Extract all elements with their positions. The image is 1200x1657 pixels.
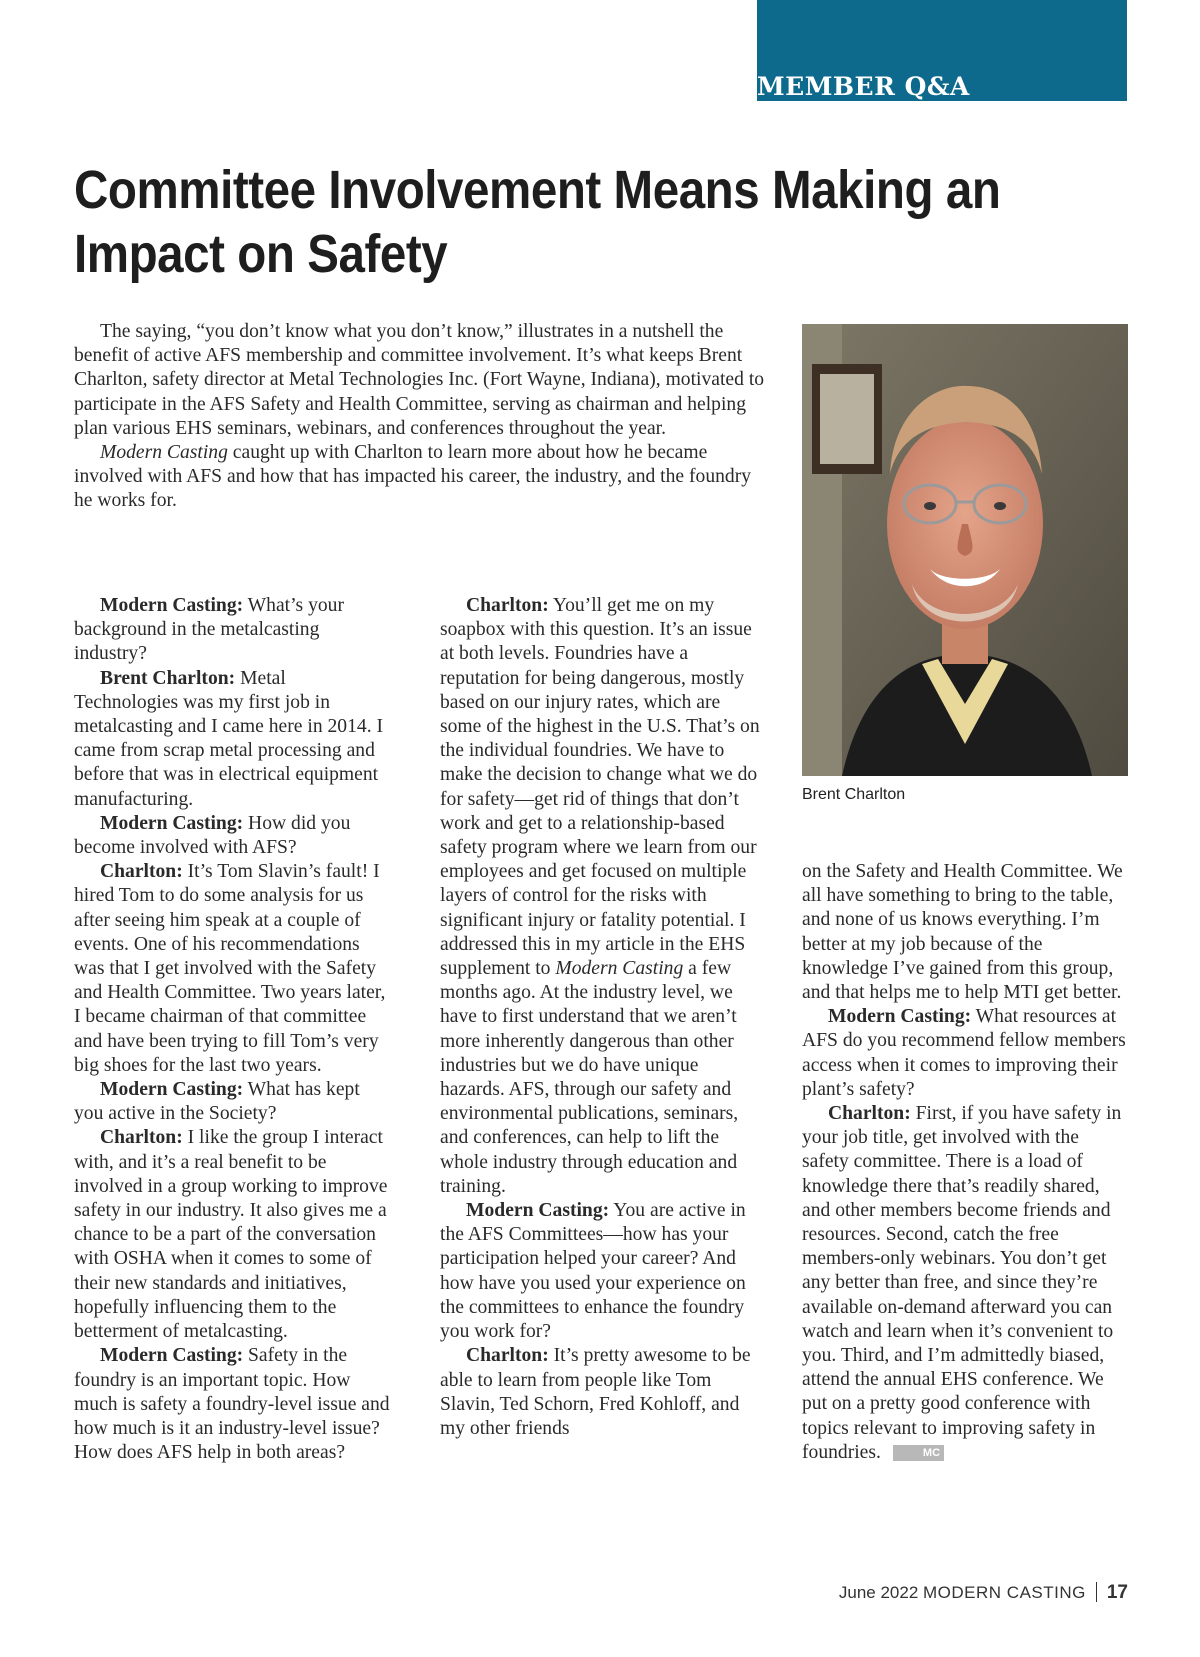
qa-paragraph: [74, 860, 394, 1078]
article-intro: [74, 320, 774, 514]
qa-paragraph: [74, 1126, 394, 1344]
speaker-label: Modern Casting:: [100, 1079, 244, 1101]
qa-text: What has kept you active in the Society?: [74, 1079, 360, 1125]
intro-paragraph: [74, 441, 774, 514]
publication-name: Modern Casting: [100, 442, 228, 464]
qa-paragraph: [74, 594, 394, 667]
speaker-label: Modern Casting:: [100, 1345, 244, 1367]
intro-paragraph: The saying, “you don’t know what you don’t know,” illustrates in a nutshell the benefit of active AFS membership and committee involvement. It’s what keeps Brent Charlton, safety director at Metal Technologies Inc. (Fort Wayne, Indiana), motivated to participate in the AFS Safety and Health Committee, serving as chairman and helping plan various EHS seminars, webinars, and conferences throughout the year.: [74, 321, 765, 439]
qa-paragraph: [440, 594, 760, 1199]
qa-text: How did you become involved with AFS?: [74, 812, 351, 859]
speaker-label: Charlton:: [828, 1103, 911, 1125]
qa-paragraph: [802, 1005, 1128, 1102]
qa-text: a few months ago. At the industry level, we have to first understand that we aren’t more inherently dangerous than other industries but we do have unique hazards. AFS, through our safety and environmental publications, seminars, and conferences, can help to lift the whole industry through education and training.: [440, 958, 739, 1197]
magazine-name: MODERN CASTING: [923, 1583, 1086, 1602]
qa-text: What resources at AFS do you recommend fellow members access when it comes to improving their plant’s safety?: [802, 1006, 1126, 1100]
qa-text: It’s Tom Slavin’s fault! I hired Tom to do some analysis for us after seeing him speak at a couple of events. One of his recommendations was that I get involved with the Safety and Health Committee. Two years later, I became chairman of that committee and have been trying to fill Tom’s very big shoes for the last two years.: [74, 861, 386, 1076]
qa-paragraph: on the Safety and Health Committee. We all have something to bring to the table, and none of us knows everything. I’m better at my job because of the knowledge I’ve gained from this group, and that helps me to help MTI get better.: [802, 861, 1123, 1004]
qa-text: First, if you have safety in your job title, get involved with the safety committee. There is a load of knowledge there that’s readily shared, and other members become friends and resources. Second, catch the free members-only webinars. You don’t get any better than free, and since they’re available on-demand afterward you can watch and learn when it’s convenient to you. Third, and I’m admittedly biased, attend the annual EHS conference. We put on a pretty good conference with topics relevant to improving safety in foundries.: [802, 1103, 1122, 1463]
issue-date: June 2022: [838, 1583, 919, 1602]
end-mark-icon: MC: [893, 1445, 944, 1461]
qa-paragraph: [802, 1102, 1128, 1465]
qa-text: You are active in the AFS Committees—how has your participation helped your career? And how have you used your experience on the committees to enhance the foundry you work for?: [440, 1200, 746, 1343]
qa-text: Safety in the foundry is an important topic. How much is safety a foundry-level issue and how much is it an industry-level issue? How does AFS help in both areas?: [74, 1345, 390, 1464]
qa-text: Metal Technologies was my first job in metalcasting and I came here in 2014. I came from scrap metal processing and before that was in electrical equipment manufacturing.: [74, 667, 384, 810]
section-label: MEMBER Q&A: [757, 72, 970, 101]
portrait-photo: [802, 324, 1128, 776]
photo-caption: Brent Charlton: [802, 786, 906, 803]
speaker-label: Charlton:: [100, 1127, 183, 1149]
footer-divider: [1096, 1582, 1097, 1602]
qa-paragraph: [74, 667, 394, 812]
speaker-label: Charlton:: [466, 1345, 549, 1367]
column-3: [802, 860, 1128, 1465]
speaker-label: Modern Casting:: [828, 1006, 972, 1028]
qa-text: You’ll get me on my soapbox with this question. It’s an issue at both levels. Foundries have a reputation for being dangerous, mostly based on our injury rates, which are some of the highest in the U.S. That’s on the individual foundries. We have to make the decision to change what we do for safety—get rid of things that don’t work and get to a relationship-based safety program where we learn from our employees and get focused on multiple layers of control for the risks with significant injury or fatality potential. I addressed this in my article in the EHS supplement to: [440, 595, 760, 980]
qa-text: What’s your background in the metalcasting industry?: [74, 595, 344, 665]
speaker-label: Modern Casting:: [100, 595, 244, 616]
qa-paragraph: [74, 812, 394, 860]
qa-paragraph: [440, 1199, 760, 1344]
article-headline: Committee Involvement Means Making an Impact on Safety: [74, 160, 1001, 284]
speaker-label: Modern Casting:: [466, 1200, 610, 1222]
column-1: [74, 594, 394, 1465]
qa-paragraph: [74, 1344, 394, 1465]
qa-text: It’s pretty awesome to be able to learn from people like Tom Slavin, Ted Schorn, Fred Kohloff, and my other friends: [440, 1345, 751, 1439]
column-2: [440, 594, 760, 1441]
intro-text: caught up with Charlton to learn more about how he became involved with AFS and how that has impacted his career, the industry, and the foundry he works for.: [74, 442, 752, 512]
speaker-label: Modern Casting:: [100, 812, 244, 834]
speaker-label: Charlton:: [100, 861, 183, 883]
qa-paragraph: [74, 1078, 394, 1126]
speaker-label: Charlton:: [466, 595, 549, 616]
page-number: 17: [1106, 1582, 1128, 1603]
page-footer: [839, 1582, 1128, 1604]
qa-text: I like the group I interact with, and it’s a real benefit to be involved in a group working to improve safety in our industry. It also gives me a chance to be a part of the conversation with OSHA when it comes to some of their new standards and initiatives, hopefully influencing them to the betterment of metalcasting.: [74, 1127, 388, 1343]
speaker-label: Brent Charlton:: [100, 667, 236, 689]
publication-name: Modern Casting: [555, 958, 684, 980]
qa-paragraph: [440, 1344, 760, 1441]
